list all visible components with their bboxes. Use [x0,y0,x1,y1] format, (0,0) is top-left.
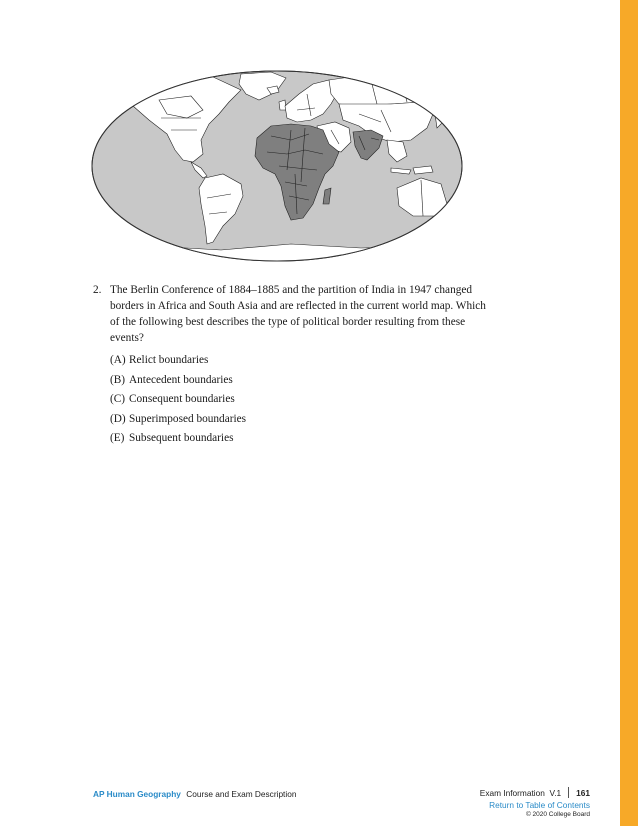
course-description: Course and Exam Description [186,789,297,799]
option-text: Consequent boundaries [129,393,235,406]
question-number: 2. [93,284,102,296]
option-letter: (C) [110,393,126,406]
return-to-toc-link[interactable]: Return to Table of Contents [489,800,590,810]
answer-option [110,430,493,446]
answer-option [110,372,493,388]
option-text: Subsequent boundaries [129,432,234,445]
question-block [93,282,493,450]
option-letter: (E) [110,432,125,445]
section-name: Exam Information [479,787,545,798]
footer-course [93,789,296,799]
option-letter: (B) [110,373,126,386]
option-letter: (D) [110,412,126,425]
world-map [91,70,463,262]
course-title: AP Human Geography [93,789,181,799]
option-text: Antecedent boundaries [129,373,233,386]
side-accent-bar [620,0,638,826]
version-label: V.1 [549,787,562,798]
option-letter: (A) [110,354,126,366]
question-stem: The Berlin Conference of 1884–1885 and the partition of India in 1947 changed borders in Africa and South Asia and are reflected in the current world map. Which of the following best describes the type of political border resulting from these events? [110,284,486,344]
footer-page-info [480,787,590,818]
option-text: Superimposed boundaries [129,412,247,425]
copyright-notice: © 2020 College Board [525,811,590,818]
footer-divider [568,787,569,798]
page-number: 161 [576,787,590,798]
option-text: Relict boundaries [129,354,209,366]
answer-option [110,391,493,407]
answer-option [110,352,493,368]
answer-option [110,411,493,427]
answer-options [110,352,493,446]
world-map-icon [91,70,463,262]
